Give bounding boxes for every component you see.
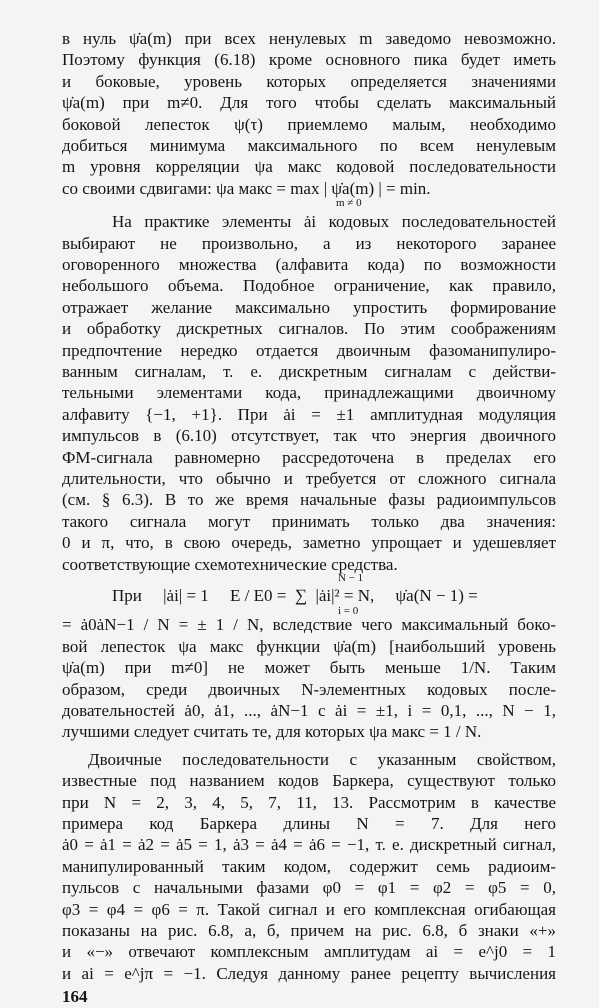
sum-upper-limit: N − 1 bbox=[338, 572, 364, 584]
text-line: Поэтому функция (6.18) кроме основного пика будет иметь bbox=[62, 50, 556, 70]
text-line: 0 и π, что, в свою очередь, заметно упрощает и удешевляет bbox=[62, 533, 556, 553]
text-line: в нуль ψ̇а(m) при всех ненулевых m заведомо невозможно. bbox=[62, 29, 556, 48]
text-line: ȧ0 = ȧ1 = ȧ2 = ȧ5 = 1, ȧ3 = ȧ4 = ȧ6 = −1, т. е. дискретный сигнал, bbox=[62, 835, 556, 855]
text-line: = ȧ0ȧN−1 / N = ± 1 / N, вследствие чего максимальный боко- bbox=[62, 615, 556, 635]
text-line: довательностей ȧ0, ȧ1, ..., ȧN−1 с ȧi = ±1, i = 0,1, ..., N − 1, bbox=[62, 701, 556, 720]
text-line: φ3 = φ4 = φ6 = π. Такой сигнал и его комплексная огибающая bbox=[62, 899, 556, 919]
text-line: примера код Баркера длины N = 7. Для него bbox=[62, 814, 556, 833]
text-line: манипулированный таким кодом, содержит семь радиоим- bbox=[62, 856, 556, 876]
text-line: показаны на рис. 6.8, а, б, причем на рис. 6.8, б знаки «+» bbox=[62, 921, 556, 940]
text-line: и «−» отвечают комплексным амплитудам ai = e^j0 = 1 bbox=[62, 942, 556, 962]
text-line: выбирают не произвольно, а из некоторого заранее bbox=[62, 233, 556, 253]
text-line: тельными элементами кода, принадлежащими двоичному bbox=[62, 383, 556, 403]
text-line: m уровня корреляции ψа макс кодовой последовательности bbox=[62, 157, 556, 177]
sum-lower-limit: i = 0 bbox=[338, 605, 359, 617]
formula-line: При |ȧi| = 1 E / E0 = ∑ |ȧi|² = N, ψ̇а(N − 1) = bbox=[112, 586, 478, 605]
text-line: импульсов в (6.10) отсутствует, так что энергия двоичного bbox=[62, 426, 556, 446]
text-line: (см. § 6.3). В то же время начальные фазы радиоимпульсов bbox=[62, 490, 556, 510]
text-line: боковой лепесток ψ(τ) приемлемо малым, необходимо bbox=[62, 114, 556, 134]
text-line: ψ̇а(m) при m≠0. Для того чтобы сделать максимальный bbox=[62, 93, 556, 113]
text-line: такого сигнала могут принимать только два значения: bbox=[62, 511, 556, 531]
text-line: небольшого объема. Подобное ограничение, как правило, bbox=[62, 276, 556, 296]
text-line: добиться минимума максимального по всем ненулевым bbox=[62, 136, 556, 155]
text-line: алфавиту {−1, +1}. При ȧi = ±1 амплитудная модуляция bbox=[62, 404, 556, 424]
text-line: пульсов с начальными фазами φ0 = φ1 = φ2 = φ5 = 0, bbox=[62, 878, 556, 898]
paragraph-first-line: Двоичные последовательности с указанным свойством, bbox=[88, 749, 556, 769]
text-line: вой лепесток ψа макс функции ψ̇а(m) [наибольший уровень bbox=[62, 636, 556, 656]
text-line: известные под названием кодов Баркера, существуют только bbox=[62, 771, 556, 791]
text-line: предпочтение нередко отдается двоичным фазоманипулиро- bbox=[62, 340, 556, 360]
text-line: длительности, что обычно и требуется от сложного сигнала bbox=[62, 469, 556, 488]
text-line: оговоренного множества (алфавита кода) по возможности bbox=[62, 255, 556, 274]
text-line: и боковые, уровень которых определяется значениями bbox=[62, 71, 556, 91]
text-line: ψ̇а(m) при m≠0] не может быть меньше 1/N. Таким bbox=[62, 658, 556, 678]
text-line: отражает желание максимально упростить формирование bbox=[62, 297, 556, 317]
page-number: 164 bbox=[62, 987, 88, 1007]
text-line: ФМ-сигнала равномерно рассредоточена в пределах его bbox=[62, 447, 556, 467]
max-index-note: m ≠ 0 bbox=[336, 196, 362, 209]
paragraph-first-line: На практике элементы ȧi кодовых последовательностей bbox=[112, 212, 556, 232]
text-line: соответствующие схемотехнические средства. bbox=[62, 554, 398, 574]
text-line: образом, среди двоичных N-элементных кодовых после- bbox=[62, 679, 556, 699]
text-line: и обработку дискретных сигналов. По этим соображениям bbox=[62, 319, 556, 339]
text-line: при N = 2, 3, 4, 5, 7, 11, 13. Рассмотрим в качестве bbox=[62, 792, 556, 812]
text-line: ванным сигналам, т. е. дискретным сигналам с действи- bbox=[62, 362, 556, 381]
text-line: со своими сдвигами: ψа макс = max | ψ̇а(m) | = min. bbox=[62, 178, 431, 198]
text-line: лучшими следует считать те, для которых ψа макс = 1 / N. bbox=[62, 722, 482, 742]
text-line: и ai = e^jπ = −1. Следуя данному ранее рецепту вычисления bbox=[62, 963, 556, 983]
